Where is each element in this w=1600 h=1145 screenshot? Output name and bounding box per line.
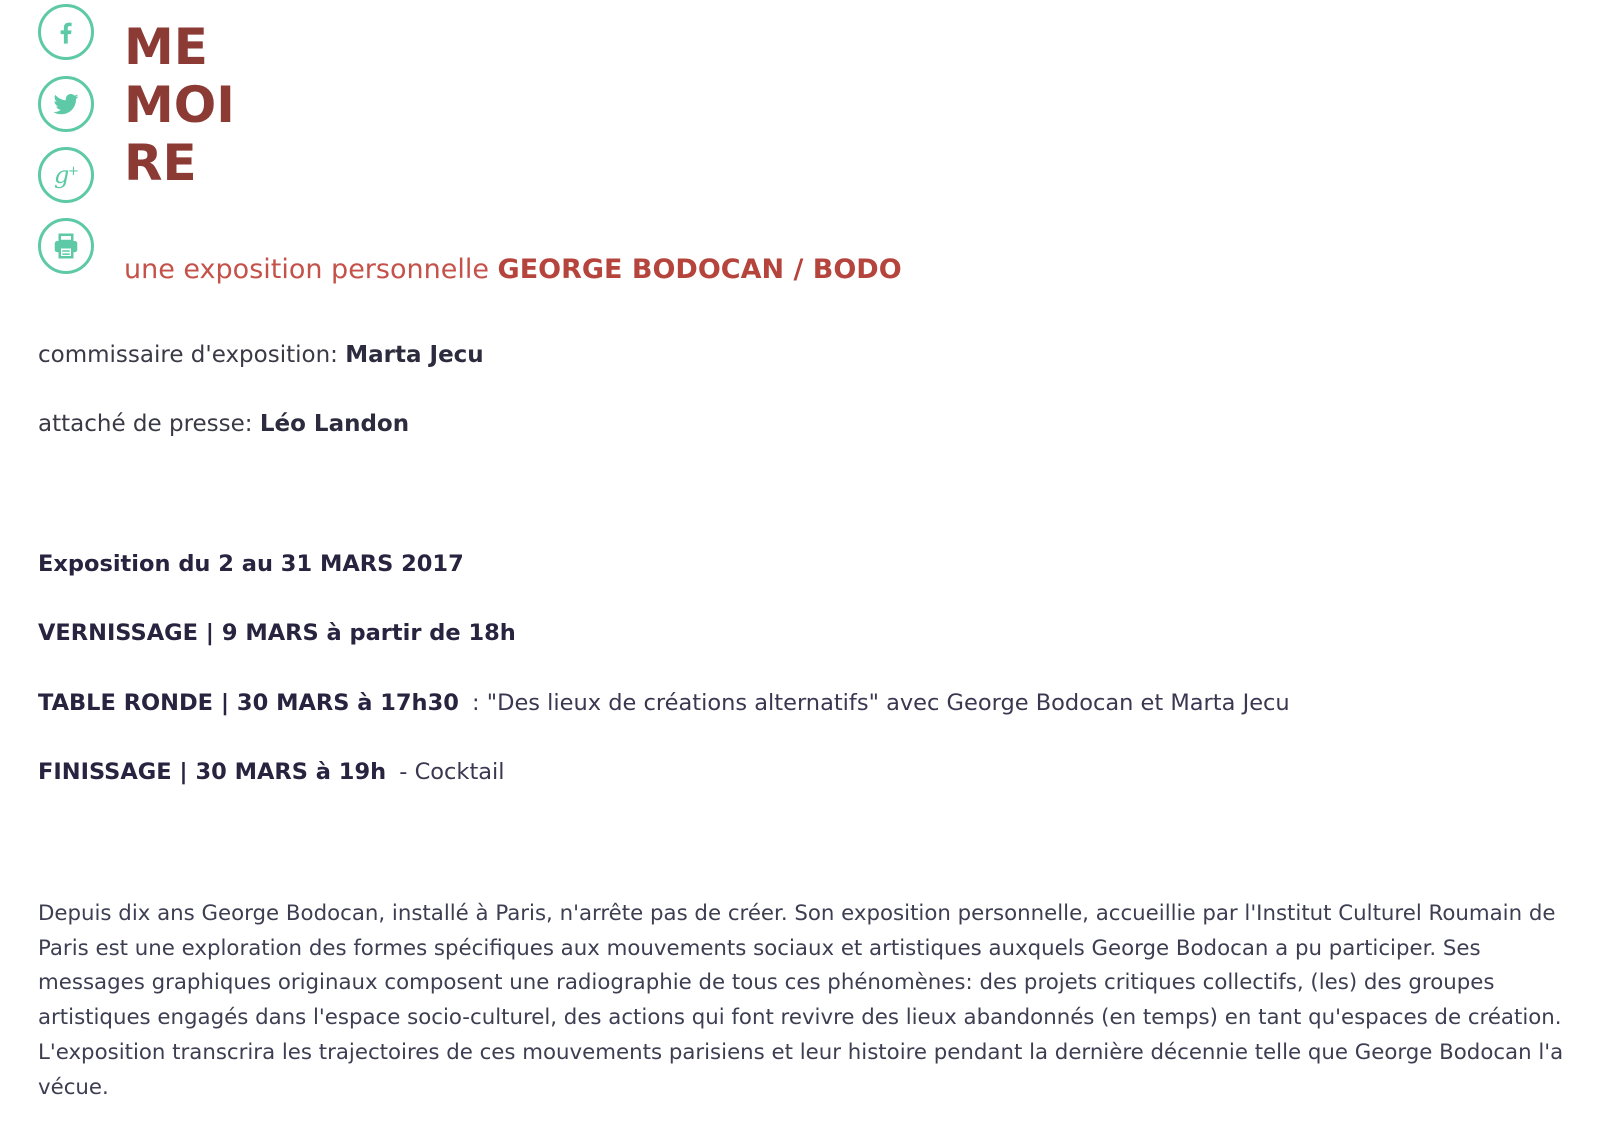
share-twitter-button[interactable]: [38, 76, 94, 132]
svg-text:g: g: [54, 161, 70, 189]
press-name: Léo Landon: [259, 411, 410, 437]
share-facebook-button[interactable]: [38, 4, 94, 60]
print-icon: [51, 231, 81, 261]
subtitle-prefix: une exposition personnelle: [124, 254, 489, 285]
finissage-title: FINISSAGE | 30 MARS à 19h: [38, 759, 387, 785]
curator-name: Marta Jecu: [345, 342, 484, 368]
exhibition-dates-text: Exposition du 2 au 31 MARS 2017: [38, 551, 464, 577]
title-line: ME: [124, 18, 208, 76]
finissage-detail: - Cocktail: [399, 759, 505, 785]
round-table-title: TABLE RONDE | 30 MARS à 17h30: [38, 690, 459, 716]
vernissage-text: VERNISSAGE | 9 MARS à partir de 18h: [38, 620, 516, 646]
curator-line: [38, 342, 484, 368]
press-label: attaché de presse:: [38, 411, 253, 437]
title-line: RE: [124, 134, 197, 192]
exhibition-subtitle: [124, 254, 902, 285]
exhibition-description: Depuis dix ans George Bodocan, installé à Paris, n'arrête pas de créer. Son exposition personnelle, accueillie par l'Institut Culturel Roumain de Paris est une exploration des formes spécifiques aux mouvements sociaux et artistiques auxquels George Bodocan a pu participer. Ses messages graphiques originaux composent une radiographie de tous ces phénomènes: des projets critiques collectifs, (les) des groupes artistiques engagés dans l'espace socio-culturel, des actions qui font revivre des lieux abandonnés (en temps) en tant qu'espaces de création. L'exposition transcrira les trajectoires de ces mouvements parisiens et leur histoire pendant la dernière décennie telle que George Bodocan l'a vécue.: [38, 901, 1564, 1100]
twitter-icon: [51, 89, 81, 119]
curator-label: commissaire d'exposition:: [38, 342, 338, 368]
facebook-icon: [52, 18, 80, 46]
artist-name: GEORGE BODOCAN / BODO: [497, 254, 902, 285]
share-google-plus-button[interactable]: [38, 147, 94, 203]
print-button[interactable]: [38, 218, 94, 274]
press-line: [38, 411, 409, 437]
title-line: MOI: [124, 76, 235, 134]
finissage-line: [38, 759, 505, 785]
page-title: [124, 18, 235, 192]
google-plus-icon: [49, 158, 83, 192]
round-table-detail: : "Des lieux de créations alternatifs" avec George Bodocan et Marta Jecu: [472, 690, 1290, 716]
round-table-line: [38, 690, 1290, 716]
vernissage-line: [38, 620, 516, 646]
svg-text:+: +: [68, 164, 79, 179]
exhibition-dates: [38, 551, 464, 577]
